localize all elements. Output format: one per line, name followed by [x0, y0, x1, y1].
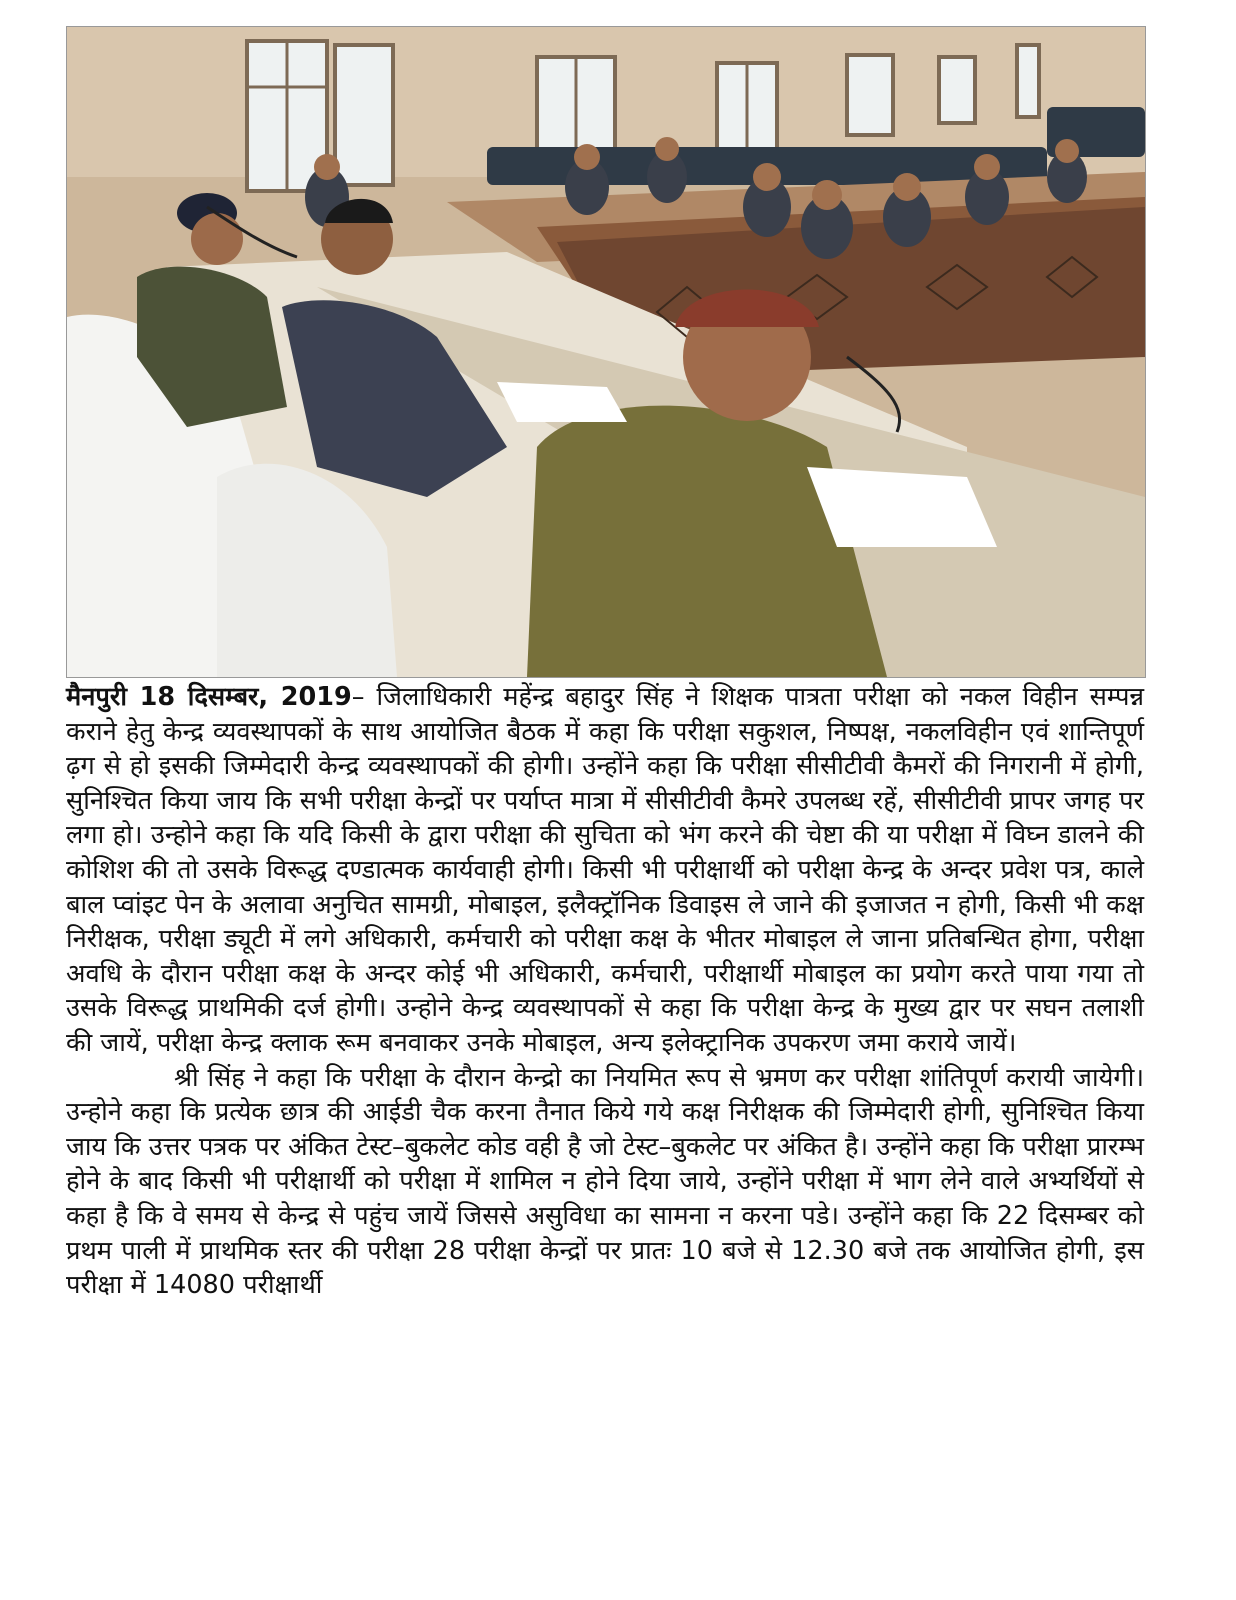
dateline: मैनपुरी 18 दिसम्बर, 2019	[66, 682, 352, 712]
paragraph-one	[66, 680, 1144, 1061]
paragraph-two: श्री सिंह ने कहा कि परीक्षा के दौरान केन्द्रो का नियमित रूप से भ्रमण कर परीक्षा शांतिपूर्ण करायी जायेगी। उन्होने कहा कि प्रत्येक छात्र की आईडी चैक करना तैनात किये गये कक्ष निरीक्षक की जिम्मेदारी होगी, सुनिश्चित किया जाय कि उत्तर पत्रक पर अंकित टेस्ट–बुकलेट कोड वही है जो टेस्ट–बुकलेट पर अंकित है। उन्होंने कहा कि परीक्षा प्रारम्भ होने के बाद किसी भी परीक्षार्थी को परीक्षा में शामिल न होने दिया जाये, उन्होंने परीक्षा में भाग लेने वाले अभ्यर्थियों से कहा है कि वे समय से केन्द्र से पहुंच जायें जिससे असुविधा का सामना न करना पडे। उन्होंने कहा कि 22 दिसम्बर को प्रथम पाली में प्राथमिक स्तर की परीक्षा 28 परीक्षा केन्द्रों पर प्रातः 10 बजे से 12.30 बजे तक आयोजित होगी, इस परीक्षा में 14080 परीक्षार्थी	[66, 1062, 1145, 1301]
dateline-dash: –	[351, 682, 377, 712]
paragraph-one-body: जिलाधिकारी महेंन्द्र बहादुर सिंह ने शिक्षक पात्रता परीक्षा को नकल विहीन सम्पन्न कराने हेतु केन्द्र व्यवस्थापकों के साथ आयोजित बैठक में कहा कि परीक्षा सकुशल, निष्पक्ष, नकलविहीन एवं शान्तिपूर्ण ढ़ग से हो इसकी जिम्मेदारी केन्द्र व्यवस्थापकों की होगी। उन्होंने कहा कि परीक्षा सीसीटीवी कैमरों की निगरानी में होगी, सुनिश्चित किया जाय कि सभी परीक्षा केन्द्रों पर पर्याप्त मात्रा में सीसीटीवी कैमरे उपलब्ध रहें, सीसीटीवी प्रापर जगह पर लगा हो। उन्होने कहा कि यदि किसी के द्वारा परीक्षा की सुचिता को भंग करने की चेष्टा की या परीक्षा में विघ्न डालने की कोशिश की तो उसके विरूद्ध दण्डात्मक कार्यवाही होगी। किसी भी परीक्षार्थी को परीक्षा केन्द्र के अन्दर प्रवेश पत्र, काले बाल प्वांइट पेन के अलावा अनुचित सामग्री, मोबाइल, इलैक्ट्रॉनिक डिवाइस ले जाने की इजाजत न होगी, किसी भी कक्ष निरीक्षक, परीक्षा ड्यूटी में लगे अधिकारी, कर्मचारी को परीक्षा कक्ष के भीतर मोबाइल ले जाना प्रतिबन्धित होगा, परीक्षा अवधि के दौरान परीक्षा कक्ष के अन्दर कोई भी अधिकारी, कर्मचारी, परीक्षार्थी मोबाइल का प्रयोग करते पाया गया तो उसके विरूद्ध प्राथमिकी दर्ज होगी। उन्होने केन्द्र व्यवस्थापकों से कहा कि परीक्षा केन्द्र के मुख्य द्वार पर सघन तलाशी की जायें, परीक्षा केन्द्र क्लाक रूम बनवाकर उनके मोबाइल, अन्य इलेक्ट्रानिक उपकरण जमा कराये जायें।	[66, 682, 1145, 1058]
press-release-text	[66, 680, 1144, 1303]
meeting-photo	[66, 26, 1146, 678]
